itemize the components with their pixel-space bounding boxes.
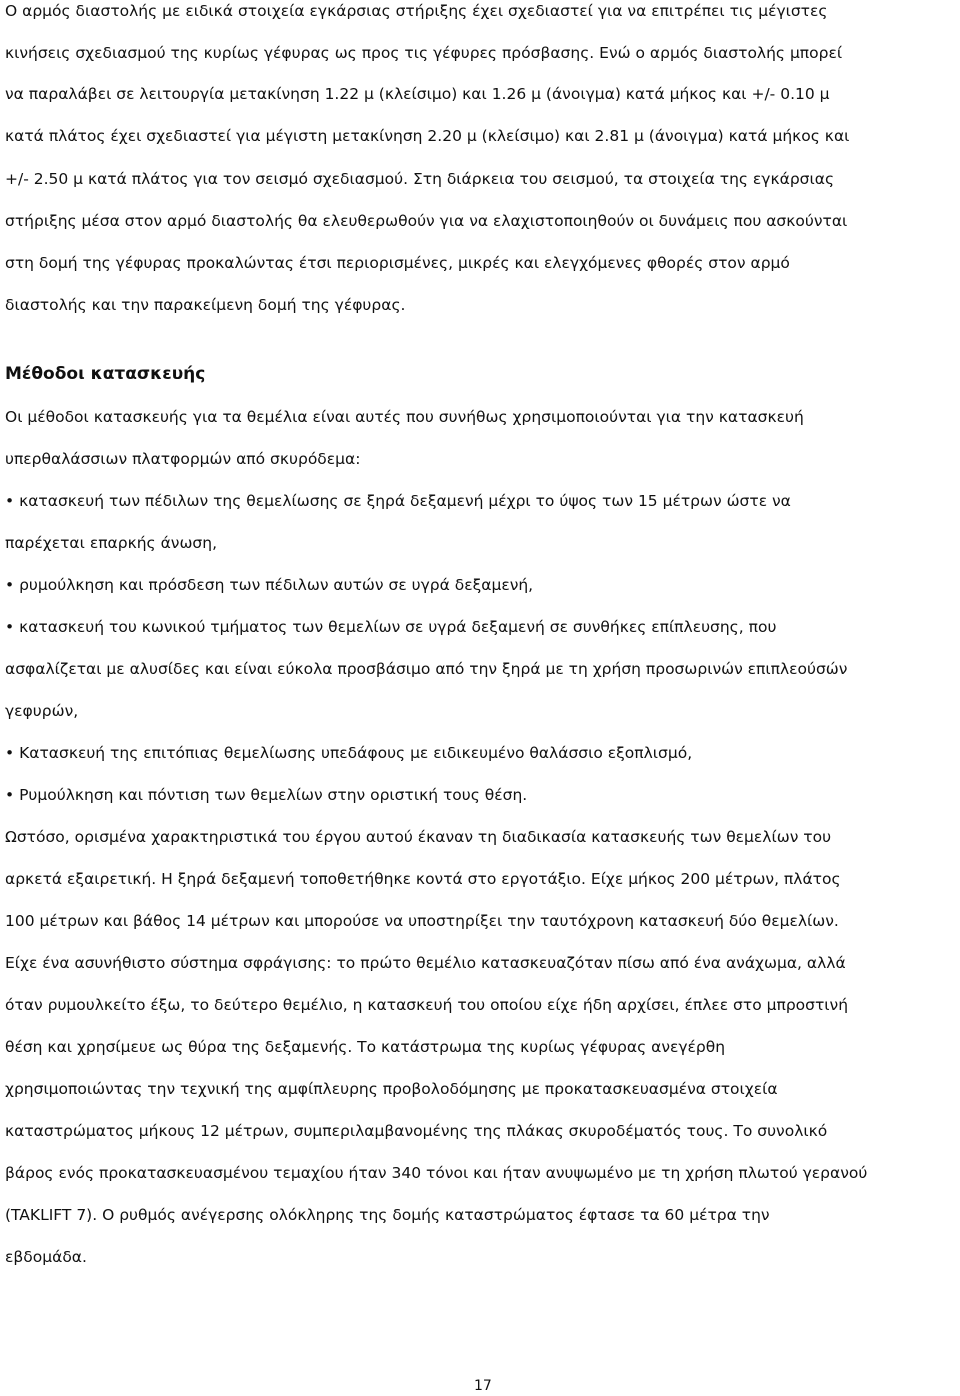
- text-line: θέση και χρησίμευε ως θύρα της δεξαμενής. Το κατάστρωμα της κυρίως γέφυρας ανεγέρθη: [5, 1038, 726, 1056]
- page-number: 17: [474, 1378, 492, 1394]
- text-line: χρησιμοποιώντας την τεχνική της αμφίπλευρης προβολοδόμησης με προκατασκευασμένα στοιχεία: [5, 1080, 778, 1098]
- text-line: καταστρώματος μήκους 12 μέτρων, συμπεριλαμβανομένης της πλάκας σκυροδέματός τους. Το συνολικό: [5, 1122, 828, 1140]
- text-line: +/- 2.50 μ κατά πλάτος για τον σεισμό σχεδιασμού. Στη διάρκεια του σεισμού, τα στοιχεία της εγκάρσιας: [5, 170, 835, 188]
- text-line: Οι μέθοδοι κατασκευής για τα θεμέλια είναι αυτές που συνήθως χρησιμοποιούνται για την κατασκευή: [5, 408, 804, 426]
- section-heading: Μέθοδοι κατασκευής: [5, 364, 206, 384]
- text-line: κατά πλάτος έχει σχεδιαστεί για μέγιστη μετακίνηση 2.20 μ (κλείσιμο) και 2.81 μ (άνοιγμα) κατά μήκος και: [5, 127, 850, 145]
- text-line: Ο αρμός διαστολής με ειδικά στοιχεία εγκάρσιας στήριξης έχει σχεδιαστεί για να επιτρέπει τις μέγιστες: [5, 2, 828, 20]
- text-line: στη δομή της γέφυρας προκαλώντας έτσι περιορισμένες, μικρές και ελεγχόμενες φθορές στον αρμό: [5, 254, 790, 272]
- text-line: 100 μέτρων και βάθος 14 μέτρων και μπορούσε να υποστηρίξει την ταυτόχρονη κατασκευή δύο θεμελίων.: [5, 912, 839, 930]
- text-line: στήριξης μέσα στον αρμό διαστολής θα ελευθερωθούν για να ελαχιστοποιηθούν οι δυνάμεις που ασκούνται: [5, 212, 848, 230]
- text-line: αρκετά εξαιρετική. Η ξηρά δεξαμενή τοποθετήθηκε κοντά στο εργοτάξιο. Είχε μήκος 200 μέτρων, πλάτος: [5, 870, 841, 888]
- text-line: Ωστόσο, ορισμένα χαρακτηριστικά του έργου αυτού έκαναν τη διαδικασία κατασκευής των θεμελίων του: [5, 828, 832, 846]
- text-line: ασφαλίζεται με αλυσίδες και είναι εύκολα προσβάσιμο από την ξηρά με τη χρήση προσωρινών επιπλεούσών: [5, 660, 848, 678]
- text-line: βάρος ενός προκατασκευασμένου τεμαχίου ήταν 340 τόνοι και ήταν ανυψωμένο με τη χρήση πλωτού γερανού: [5, 1164, 868, 1182]
- text-line: κινήσεις σχεδιασμού της κυρίως γέφυρας ως προς τις γέφυρες πρόσβασης. Ενώ ο αρμός διαστολής μπορεί: [5, 44, 843, 62]
- text-line: • Ρυμούλκηση και πόντιση των θεμελίων στην οριστική τους θέση.: [5, 786, 528, 804]
- text-line: Είχε ένα ασυνήθιστο σύστημα σφράγισης: το πρώτο θεμέλιο κατασκευαζόταν πίσω από ένα ανάχωμα, αλλά: [5, 954, 846, 972]
- text-line: • ρυμούλκηση και πρόσδεση των πέδιλων αυτών σε υγρά δεξαμενή,: [5, 576, 534, 594]
- text-line: • κατασκευή των πέδιλων της θεμελίωσης σε ξηρά δεξαμενή μέχρι το ύψος των 15 μέτρων ώστε να: [5, 492, 791, 510]
- text-line: υπερθαλάσσιων πλατφορμών από σκυρόδεμα:: [5, 450, 361, 468]
- text-line: παρέχεται επαρκής άνωση,: [5, 534, 217, 552]
- text-line: εβδομάδα.: [5, 1248, 87, 1266]
- text-line: να παραλάβει σε λειτουργία μετακίνηση 1.22 μ (κλείσιμο) και 1.26 μ (άνοιγμα) κατά μήκος και +/- 0.10 μ: [5, 85, 830, 103]
- text-line: όταν ρυμουλκείτο έξω, το δεύτερο θεμέλιο, η κατασκευή του οποίου είχε ήδη αρχίσει, έπλεε στο μπροστινή: [5, 996, 849, 1014]
- text-line: διαστολής και την παρακείμενη δομή της γέφυρας.: [5, 296, 406, 314]
- text-line: γεφυρών,: [5, 702, 79, 720]
- text-line: (TAKLIFT 7). Ο ρυθμός ανέγερσης ολόκληρης της δομής καταστρώματος έφτασε τα 60 μέτρα την: [5, 1206, 770, 1224]
- text-line: • κατασκευή του κωνικού τμήματος των θεμελίων σε υγρά δεξαμενή σε συνθήκες επίπλευσης, που: [5, 618, 777, 636]
- text-line: • Κατασκευή της επιτόπιας θεμελίωσης υπεδάφους με ειδικευμένο θαλάσσιο εξοπλισμό,: [5, 744, 693, 762]
